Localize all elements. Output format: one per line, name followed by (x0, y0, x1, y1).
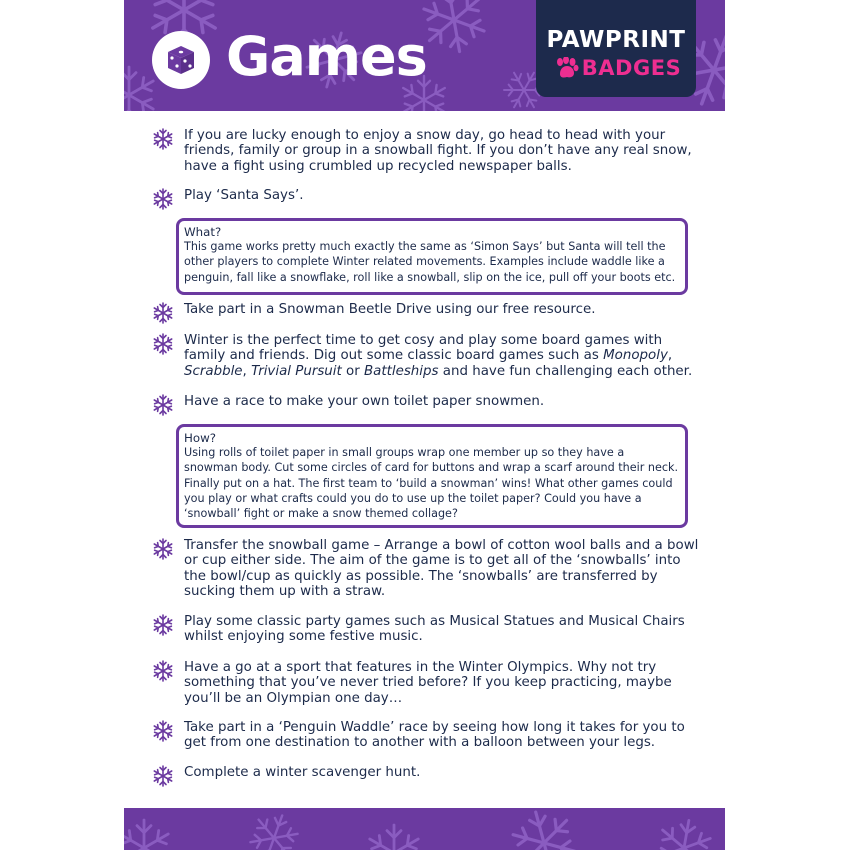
info-box-body: Using rolls of toilet paper in small groups wrap one member up so they have a snowman body. Cut some circles of card for buttons and wrap a scarf around their neck. Finally put on a hat. The first team to ‘build a snowman’ wins! What other games could you play or what crafts could you do to use up the toilet paper? Could you have a ‘snowball’ fight or make a snow themed collage? (184, 446, 679, 521)
list-item-text: Play some classic party games such as Musical Statues and Musical Chairs whilst enjoying some festive music. (184, 614, 685, 645)
brand-name-top: PAWPRINT (546, 27, 686, 53)
game-name: Monopoly (603, 348, 668, 364)
list-item-text: Transfer the snowball game – Arrange a bowl of cotton wool balls and a bowl or cup either side. The aim of the game is to get all of the ‘snowballs’ into the bowl/cup as quickly as possible. The ‘snowballs’ are transferred by sucking them up with a straw. (184, 538, 699, 599)
list-item-text: Have a race to make your own toilet paper snowmen. (184, 394, 545, 409)
snowflake-icon (152, 765, 174, 787)
info-box-how (176, 424, 688, 528)
game-name: Trivial Pursuit (251, 363, 342, 379)
list-item-text: Take part in a ‘Penguin Waddle’ race by seeing how long it takes for you to get from one destination to another with a balloon between your legs. (184, 720, 685, 751)
game-name: Battleships (363, 363, 439, 379)
info-box-title: How? (184, 431, 216, 445)
snowflake-icon (152, 188, 174, 210)
list-item-text: If you are lucky enough to enjoy a snow day, go head to head with your friends, family or group in a snowball fight. If you don’t have any real snow, have a fight using crumbled up recycled newspaper balls. (184, 128, 692, 174)
activity-sheet (124, 0, 725, 850)
snowflake-icon (152, 333, 174, 355)
snowflake-icon (152, 128, 174, 150)
page-title: Games (226, 25, 427, 88)
snowflake-icon (152, 394, 174, 416)
snowflake-icon (152, 720, 174, 742)
dice-icon-badge (152, 31, 210, 89)
info-box-body: This game works pretty much exactly the same as ‘Simon Says’ but Santa will tell the other players to complete Winter related movements. Examples include waddle like a penguin, fall like a snowflake, roll like a snowball, slip on the ice, pull off your boots etc. (184, 240, 676, 284)
list-item-text: Winter is the perfect time to get cosy and play some board games with family and friends. Dig out some classic board games such as Monopoly, Scrabble, Trivial Pursuit or Battleships and have fun challenging each other. (184, 333, 693, 379)
snowflake-icon (152, 614, 174, 636)
list-item-text: Have a go at a sport that features in the Winter Olympics. Why not try something that you’ve never tried before? If you keep practicing, maybe you’ll be an Olympian one day… (184, 660, 672, 706)
list-item-text: Take part in a Snowman Beetle Drive using our free resource. (184, 302, 596, 317)
list-item-text: Play ‘Santa Says’. (184, 188, 304, 203)
page-header (124, 0, 725, 111)
snowflake-icon (152, 660, 174, 682)
page-footer (124, 808, 725, 850)
info-box-title: What? (184, 225, 222, 239)
list-item-text: Complete a winter scavenger hunt. (184, 765, 421, 780)
dice-icon (165, 44, 197, 76)
brand-logo (536, 0, 696, 97)
brand-name-bottom: BADGES (548, 54, 688, 82)
game-name: Scrabble (184, 363, 243, 379)
snowflake-icon (152, 538, 174, 560)
info-box-what (176, 218, 688, 295)
snowflake-pattern-icon (124, 808, 725, 850)
snowflake-icon (152, 302, 174, 324)
paw-icon (555, 57, 579, 79)
